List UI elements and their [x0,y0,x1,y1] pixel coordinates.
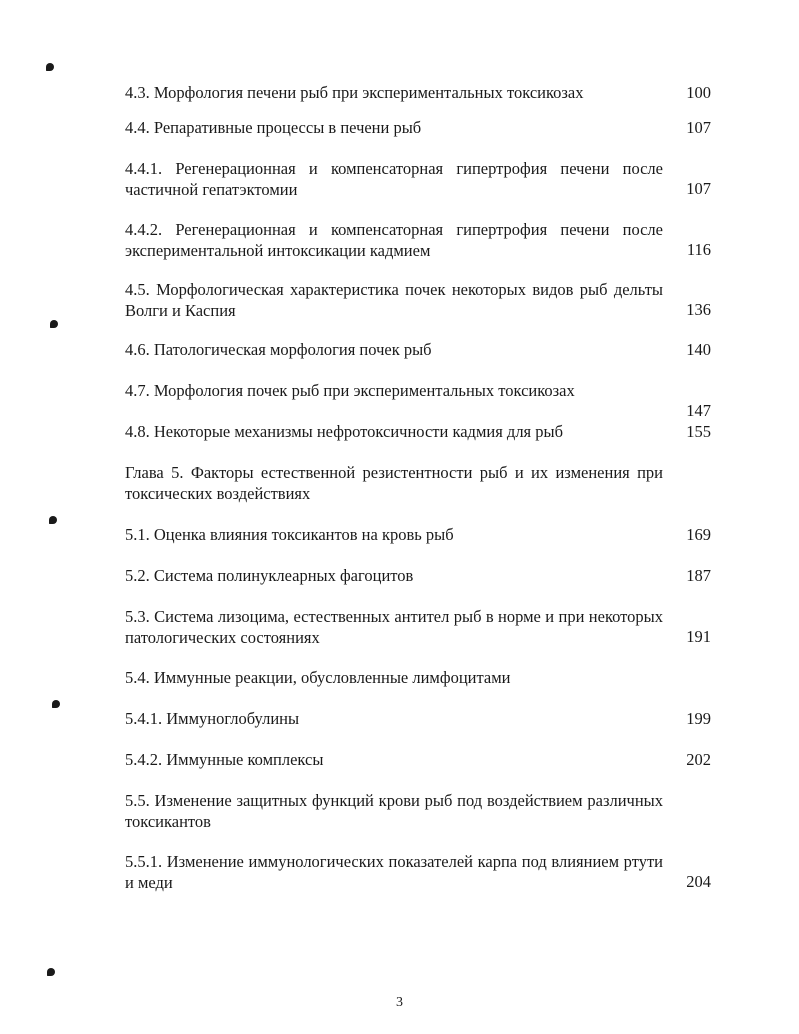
toc-chapter-heading [125,463,717,504]
toc-entry [125,340,717,361]
binding-hole-mark [49,516,57,524]
toc-entry [125,83,717,104]
toc-entry-page: 136 [686,300,711,319]
page-number: 3 [396,995,403,1010]
toc-entry-title: 4.4. Репаративные процессы в печени рыб [125,118,422,137]
toc-entry-title: 5.2. Система полинуклеарных фагоцитов [125,566,414,585]
toc-entry-page: 191 [686,627,711,646]
toc-entry-page: 107 [686,179,711,198]
toc-entry-page: 204 [686,872,711,891]
toc-entry-page: 100 [686,83,711,102]
binding-hole-mark [47,968,55,976]
toc-entry-title: 4.6. Патологическая морфология почек рыб [125,340,432,359]
toc-entry [125,381,717,420]
toc-entry [125,750,717,771]
toc-entry [125,852,717,893]
toc-entry-title: 5.4.2. Иммунные комплексы [125,750,324,769]
binding-hole-mark [50,320,58,328]
toc-entry [125,791,717,832]
toc-entry-title: 5.4. Иммунные реакции, обусловленные лимфоцитами [125,668,511,687]
toc-entry-page: 107 [686,118,711,137]
toc-entry [125,159,717,200]
binding-hole-mark [52,700,60,708]
toc-entry-title: 4.8. Некоторые механизмы нефротоксичности кадмия для рыб [125,422,564,441]
toc-entry-title: 5.4.1. Иммуноглобулины [125,709,300,728]
toc-entry [125,422,717,443]
toc-entry-page: 199 [686,709,711,728]
binding-hole-mark [46,63,54,71]
toc-entry-page: 147 [686,401,711,420]
toc-entry-title: 4.7. Морфология почек рыб при экспериментальных токсикозах [125,381,575,400]
toc-entry-title: 5.1. Оценка влияния токсикантов на кровь рыб [125,525,454,544]
toc-entry-page: 140 [686,340,711,359]
toc-entry-title: 4.4.1. Регенерационная и компенсаторная гипертрофия печени после частичной гепатэктомии [125,159,663,199]
toc-entry [125,566,717,587]
toc-entry-page: 116 [686,240,711,259]
toc-entry [125,525,717,546]
toc-entry-title: 5.5.1. Изменение иммунологических показателей карпа под влиянием ртути и меди [125,852,663,892]
toc-entry-title: 4.3. Морфология печени рыб при экспериментальных токсикозах [125,83,584,102]
toc-entry-title: 5.5. Изменение защитных функций крови рыб под воздействием различных токсикантов [125,791,663,831]
toc-entry-title: Глава 5. Факторы естественной резистентности рыб и их изменения при токсических воздействиях [125,463,663,503]
toc-entry [125,607,717,648]
toc-entry [125,118,717,139]
toc-entry-page: 187 [686,566,711,585]
toc-entry-title: 4.4.2. Регенерационная и компенсаторная гипертрофия печени после экспериментальной интоксикации кадмием [125,220,663,260]
toc-entry-page: 169 [686,525,711,544]
toc-entry [125,668,717,689]
toc-entry-page: 155 [686,422,711,441]
toc-entry [125,280,717,321]
toc-entry [125,709,717,730]
toc-entry [125,220,717,261]
toc-entry-title: 4.5. Морфологическая характеристика почек некоторых видов рыб дельты Волги и Каспия [125,280,663,320]
toc-entry-title: 5.3. Система лизоцима, естественных антител рыб в норме и при некоторых патологических состояниях [125,607,663,647]
toc-entry-page: 202 [686,750,711,769]
